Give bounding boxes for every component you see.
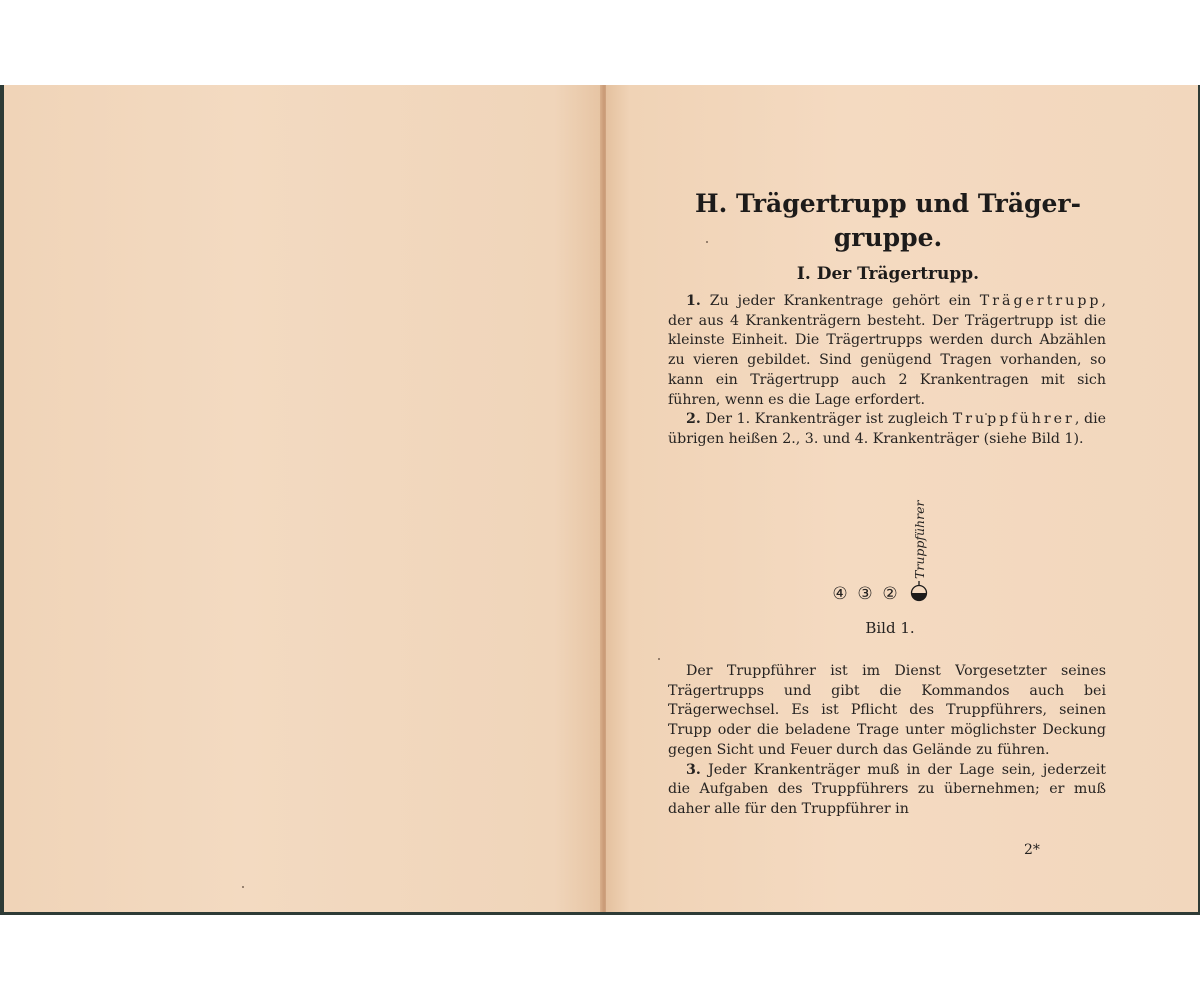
marker-4: ④ — [832, 584, 848, 604]
text-block-upper — [668, 292, 1106, 450]
paragraph-text: , die übrigen heißen 2., 3. und 4. Krankenträger (siehe Bild 1). — [668, 411, 1106, 447]
paper-speck — [658, 658, 660, 660]
paragraph-number: 3. — [686, 761, 701, 778]
paragraph-1 — [668, 292, 1106, 410]
text-block-lower — [668, 662, 1106, 820]
figure-caption: Bild 1. — [865, 619, 915, 637]
emphasized-term: Truppführer — [952, 411, 1075, 428]
paragraph-number: 1. — [686, 293, 701, 309]
page-number: 2* — [1024, 842, 1040, 858]
paragraph-3 — [668, 761, 1106, 820]
paragraph-number: 2. — [686, 411, 701, 428]
subsection-heading: I. Der Trägertrupp. — [796, 264, 980, 284]
marker-3: ③ — [857, 584, 873, 604]
paragraph-2 — [668, 410, 1106, 449]
left-page — [4, 85, 602, 912]
paragraph-text: , der aus 4 Krankenträgern besteht. Der Trägertrupp ist die kleinste Einheit. Die Trägertrupps werden durch Abzählen zu vieren gebildet. Sind genügend Tragen vorhanden, so kann ein Trägertrupp auch 2 Krankentragen mit sich führen, wenn es die Lage erfordert. — [668, 293, 1106, 408]
paragraph-leader: Der Truppführer ist im Dienst Vorgesetzter seines Trägertrupps und gibt die Kommandos auch bei Trägerwechsel. Es ist Pflicht des Truppführers, seinen Trupp oder die beladene Trage unter möglichster Deckung gegen Sicht und Feuer durch das Gelände zu führen. — [668, 663, 1106, 758]
section-heading: H. Trägertrupp und Träger-gruppe. — [695, 189, 1081, 252]
paragraph-text: Der 1. Krankenträger ist zugleich — [705, 411, 949, 428]
figure-trupp-formation — [828, 487, 938, 605]
marker-2: ② — [882, 584, 898, 604]
emphasized-term: Trägertrupp — [979, 293, 1102, 309]
paragraph-text: Jeder Krankenträger muß in der Lage sein, jederzeit die Aufgaben des Truppführers zu übernehmen; er muß daher alle für den Truppführer in — [668, 761, 1107, 817]
leader-marker-icon — [912, 581, 927, 601]
truppfuehrer-label: Truppführer — [912, 500, 927, 579]
paragraph-text: Zu jeder Krankentrage gehört ein — [709, 293, 971, 309]
paper-speck — [242, 886, 244, 888]
